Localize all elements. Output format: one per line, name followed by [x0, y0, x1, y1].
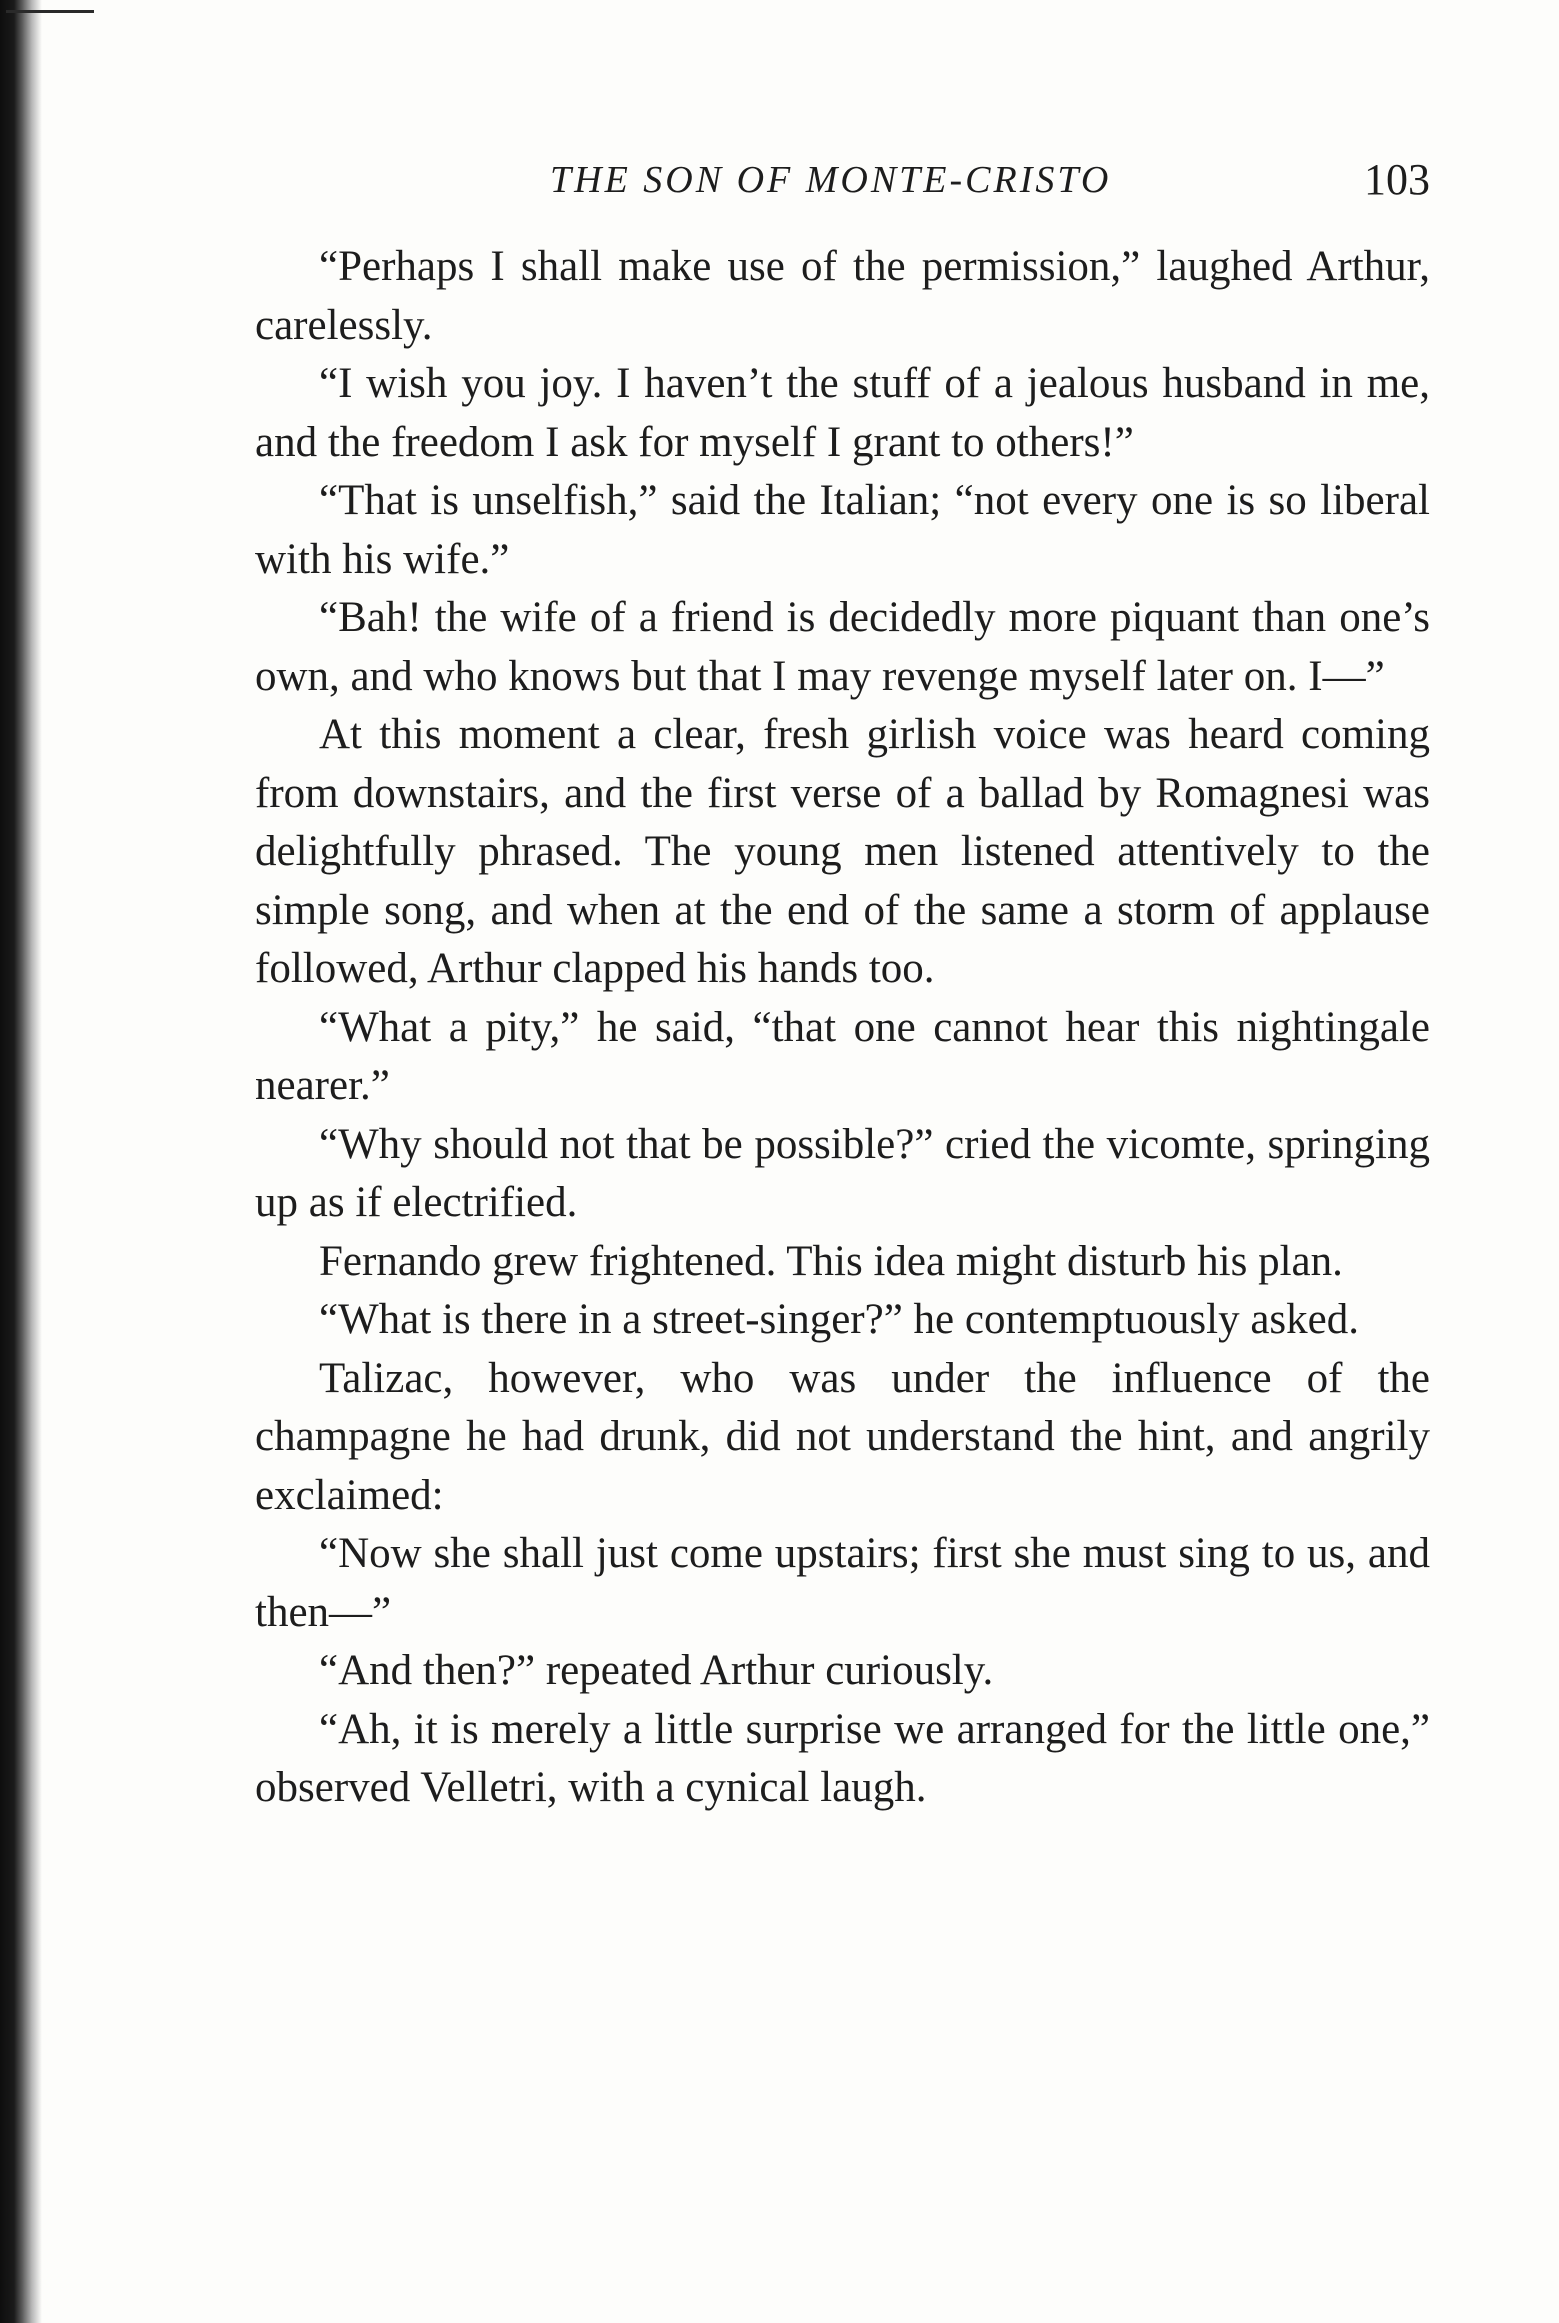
paragraph: “What a pity,” he said, “that one cannot hear this nightingale nearer.”	[255, 1003, 1430, 1109]
paragraph: “I wish you joy. I haven’t the stuff of a jealous husband in me, and the freedom I ask for myself I grant to others!”	[255, 360, 1430, 466]
paragraph: “What is there in a street-singer?” he contemptuously asked.	[319, 1296, 1359, 1343]
body-text	[255, 238, 1430, 1818]
running-title: THE SON OF MONTE-CRISTO	[550, 159, 1112, 201]
page-header	[255, 155, 1430, 218]
paragraph: “Now she shall just come upstairs; first she must sing to us, and then—”	[255, 1530, 1430, 1636]
paragraph: “Bah! the wife of a friend is decidedly more piquant than one’s own, and who knows but that I may revenge myself later on. I—”	[255, 594, 1430, 700]
paragraph: Talizac, however, who was under the influence of the champagne he had drunk, did not understand the hint, and angrily exclaimed:	[255, 1354, 1430, 1519]
paragraph: “That is unselfish,” said the Italian; “not every one is so liberal with his wife.”	[255, 477, 1430, 583]
paragraph: “And then?” repeated Arthur curiously.	[319, 1647, 994, 1694]
paragraph: “Ah, it is merely a little surprise we arranged for the little one,” observed Velletri, with a cynical laugh.	[255, 1705, 1430, 1811]
paragraph: At this moment a clear, fresh girlish voice was heard coming from downstairs, and the first verse of a ballad by Romagnesi was delightfully phrased. The young men listened attentively to the simple song, and when at the end of the same a storm of applause followed, Arthur clapped his hands too.	[255, 711, 1430, 992]
paragraph: Fernando grew frightened. This idea might disturb his plan.	[319, 1237, 1343, 1285]
book-binding-shadow	[0, 0, 42, 2323]
page-number: 103	[1364, 155, 1430, 204]
paragraph: “Perhaps I shall make use of the permission,” laughed Arthur, carelessly.	[255, 243, 1430, 349]
corner-rule	[6, 10, 94, 13]
paragraph: “Why should not that be possible?” cried the vicomte, springing up as if electrified.	[255, 1120, 1430, 1226]
